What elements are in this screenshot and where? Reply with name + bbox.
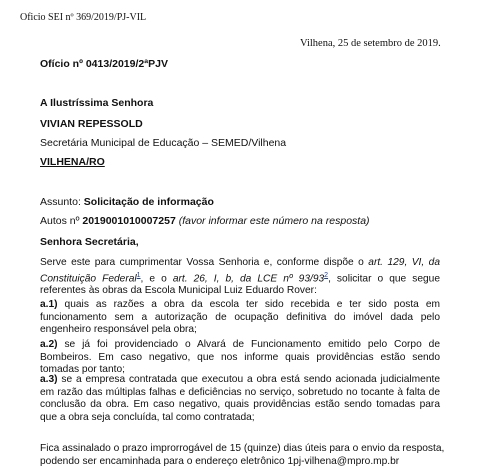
footnote-link-1[interactable]: 1 bbox=[136, 271, 141, 279]
item-text: se a empresa contratada que executou a obra está sendo acionada judicialmente em razão das múltiplas falhas e deficiências no serviço, sobretudo no tocante à falta de conclusão da obra. Em caso negativo, quais providências estão sendo tomadas para que a obra seja concluída, tal como contratada; bbox=[40, 374, 440, 423]
salutation-line: A Ilustríssima Senhora bbox=[40, 97, 154, 109]
item-text: se já foi providenciado o Alvará de Funcionamento emitido pelo Corpo de Bombeiros. Em caso negativo, que nos informe quais providências estão sendo tomadas por tanto; bbox=[40, 339, 440, 375]
intro-text-1: Serve este para cumprimentar Vossa Senhoria e, conforme dispõe o bbox=[40, 257, 369, 268]
item-label: a.2) bbox=[40, 339, 58, 350]
intro-text-3: , solicitar o que segue referentes às obras da Escola Municipal Luiz Eduardo Rover: bbox=[40, 272, 440, 297]
citation-constitution: art. 129, VI, da Constituição Federal bbox=[40, 257, 440, 284]
oficio-number: Ofício nº 0413/2019/2ªPJV bbox=[40, 58, 168, 70]
subject-line bbox=[40, 196, 214, 208]
recipient-name: VIVIAN REPESSOLD bbox=[40, 118, 143, 130]
item-text: quais as razões a obra da escola ter sido recebida e ter sido posta em funcionamento sem a autorização de ocupação definitiva do imóvel dada pelo engenheiro responsável pela obra; bbox=[40, 299, 440, 335]
recipient-city: VILHENA/RO bbox=[40, 156, 105, 168]
place-date: Vilhena, 25 de setembro de 2019. bbox=[300, 38, 441, 49]
footnote-link-2[interactable]: 2 bbox=[324, 271, 329, 279]
item-label: a.1) bbox=[40, 299, 58, 310]
greeting: Senhora Secretária, bbox=[40, 236, 139, 248]
subject-value: Solicitação de informação bbox=[83, 196, 214, 208]
list-item bbox=[40, 339, 440, 377]
autos-number: 2019001010007257 bbox=[82, 215, 176, 227]
citation-lce: art. 26, I, b, da LCE nº 93/93 bbox=[172, 272, 325, 284]
item-label: a.3) bbox=[40, 374, 58, 385]
list-item bbox=[40, 299, 440, 337]
closing-line-1: Fica assinalado o prazo improrrogável de 15 (quinze) dias úteis para o envio da resposta, bbox=[40, 443, 445, 454]
list-item bbox=[40, 374, 440, 424]
subject-label: Assunto: bbox=[40, 196, 84, 208]
recipient-role: Secretária Municipal de Educação – SEMED/Vilhena bbox=[40, 137, 287, 149]
header-reference: Oficio SEI nº 369/2019/PJ-VIL bbox=[20, 12, 147, 23]
autos-label: Autos nº bbox=[40, 215, 83, 227]
autos-line bbox=[40, 215, 370, 227]
intro-text-2: , e o bbox=[140, 272, 173, 284]
closing-line-2: podendo ser encaminhada para o endereço eletrônico 1pj-vilhena@mpro.mp.br bbox=[40, 456, 400, 467]
autos-note: (favor informar este número na resposta) bbox=[175, 215, 370, 227]
intro-paragraph bbox=[40, 257, 440, 298]
